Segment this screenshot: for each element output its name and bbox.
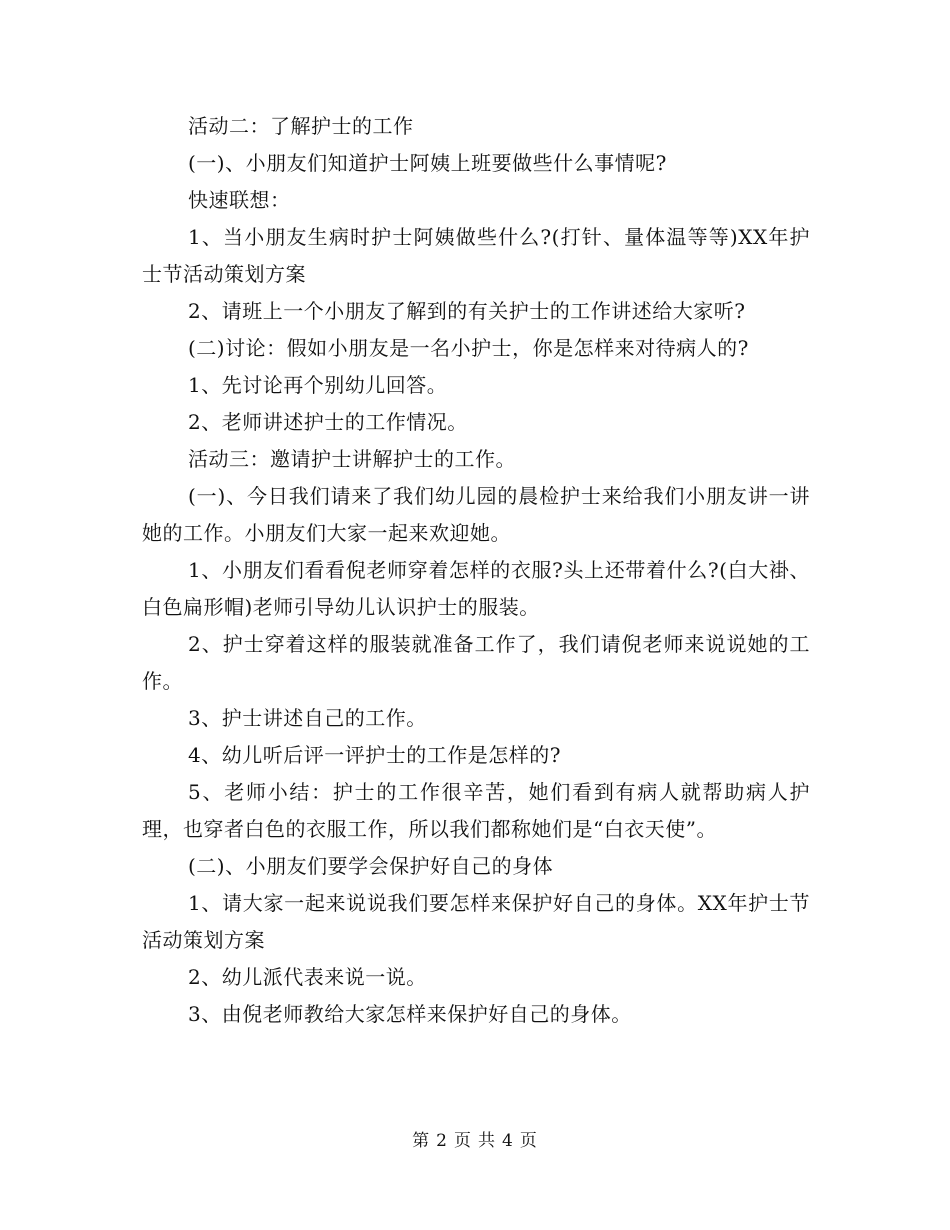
paragraph-7: 1、先讨论再个别幼儿回答。	[188, 373, 448, 397]
paragraph-19: 3、由倪老师教给大家怎样来保护好自己的身体。	[188, 1002, 632, 1026]
paragraph-13: 3、护士讲述自己的工作。	[188, 706, 427, 730]
paragraph-3: 快速联想：	[188, 188, 291, 212]
page-footer	[0, 1126, 950, 1151]
paragraph-16: (二)、小朋友们要学会保护好自己的身体	[188, 854, 554, 878]
footer-current-page: 2	[436, 1131, 448, 1151]
paragraph-15: 5、老师小结：护士的工作很辛苦，她们看到有病人就帮助病人护理，也穿者白色的衣服工作，所以我们都称她们是“白衣天使”。	[142, 780, 810, 841]
paragraph-4: 1、当小朋友生病时护士阿姨做些什么?(打针、量体温等等)XX年护士节活动策划方案	[142, 225, 810, 286]
paragraph-9: 活动三：邀请护士讲解护士的工作。	[188, 447, 516, 471]
paragraph-8: 2、老师讲述护士的工作情况。	[188, 410, 468, 434]
paragraph-11: 1、小朋友们看看倪老师穿着怎样的衣服?头上还带着什么?(白大褂、白色扁形帽)老师引导幼儿认识护士的服装。	[142, 558, 810, 619]
paragraph-1: 活动二：了解护士的工作	[188, 114, 414, 138]
paragraph-5: 2、请班上一个小朋友了解到的有关护士的工作讲述给大家听?	[188, 299, 746, 323]
paragraph-10: (一)、今日我们请来了我们幼儿园的晨检护士来给我们小朋友讲一讲她的工作。小朋友们大家一起来欢迎她。	[142, 484, 810, 545]
paragraph-2: (一)、小朋友们知道护士阿姨上班要做些什么事情呢?	[188, 151, 667, 175]
paragraph-17: 1、请大家一起来说说我们要怎样来保护好自己的身体。XX年护士节活动策划方案	[142, 891, 810, 952]
footer-page-label: 第	[412, 1131, 431, 1151]
paragraph-18: 2、幼儿派代表来说一说。	[188, 965, 427, 989]
footer-total-label: 共	[478, 1131, 496, 1151]
paragraph-6: (二)讨论：假如小朋友是一名小护士，你是怎样来对待病人的?	[188, 336, 749, 360]
document-body	[142, 108, 810, 1033]
footer-total-unit: 页	[519, 1131, 538, 1151]
footer-page-unit: 页	[454, 1131, 472, 1151]
footer-total-pages: 4	[502, 1131, 514, 1151]
paragraph-12: 2、护士穿着这样的服装就准备工作了，我们请倪老师来说说她的工作。	[142, 632, 810, 693]
paragraph-14: 4、幼儿听后评一评护士的工作是怎样的?	[188, 743, 561, 767]
